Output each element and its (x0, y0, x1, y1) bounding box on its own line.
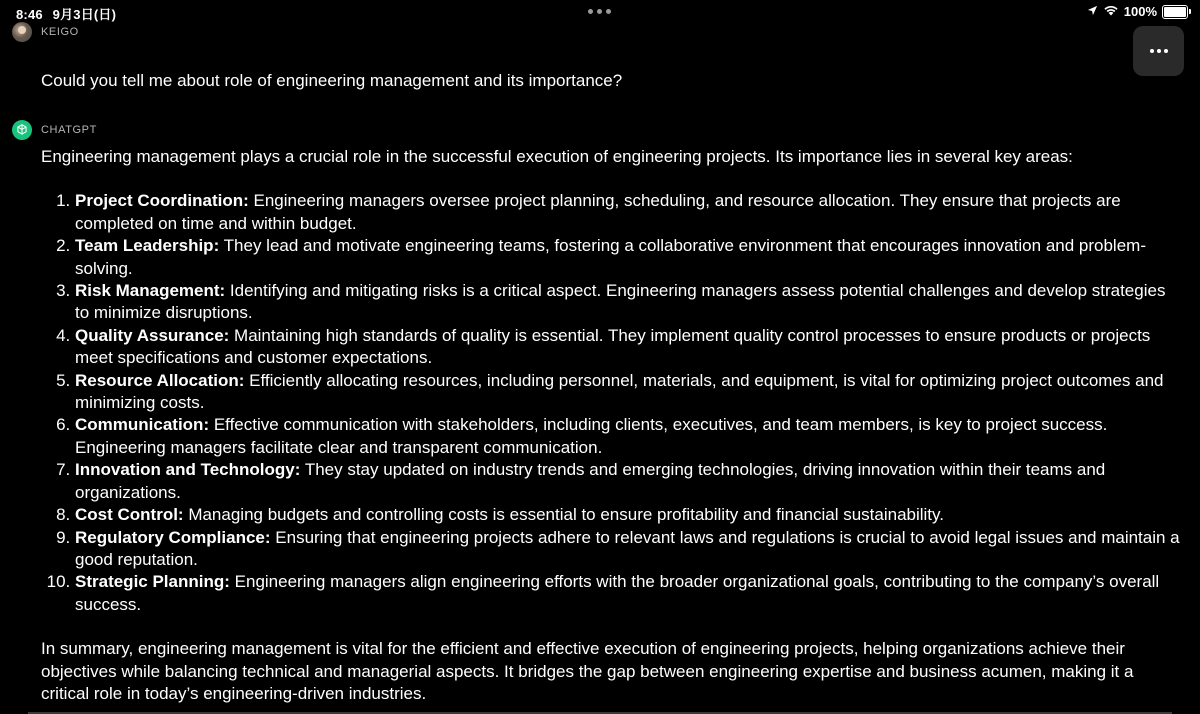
assistant-name: CHATGPT (41, 124, 97, 136)
list-item (75, 235, 1181, 280)
assistant-summary: In summary, engineering management is vital for the efficient and effective execution of engineering projects, helping organizations achieve their objectives while balancing technical and managerial aspects. It bridges the gap between engineering expertise and business acumen, making it a critical role in today’s engineering-driven industries. (41, 639, 1134, 703)
user-message: Could you tell me about role of engineering management and its importance? (41, 71, 623, 90)
location-arrow-icon (1087, 4, 1098, 19)
list-item-title: Risk Management: (75, 281, 226, 301)
list-item-text: Engineering managers oversee project planning, scheduling, and resource allocation. They ensure that projects are completed on time and within budget. (75, 191, 1121, 233)
list-item-text: Engineering managers align engineering efforts with the broader organizational goals, contributing to the company’s overall success. (75, 572, 1160, 614)
status-indicators (1087, 4, 1188, 19)
status-bar (0, 0, 1200, 24)
list-item-text: Maintaining high standards of quality is essential. They implement quality control processes to ensure products or projects meet specifications and customer expectations. (75, 325, 1151, 368)
list-item-text: Efficiently allocating resources, including personnel, materials, and equipment, is vital for optimizing project outcomes and minimizing costs. (75, 370, 1164, 413)
user-name: KEIGO (41, 26, 79, 38)
user-author-row (12, 22, 79, 42)
list-item (75, 280, 1181, 325)
list-item (75, 414, 1181, 459)
list-item (75, 370, 1181, 415)
more-horizontal-icon (1150, 49, 1154, 53)
multitasking-dots-icon[interactable] (588, 9, 611, 14)
openai-logo-icon (12, 120, 32, 140)
assistant-message (41, 146, 1181, 705)
status-time (16, 4, 116, 23)
status-date: 9月3日(日) (52, 7, 117, 22)
list-item-title: Resource Allocation: (75, 370, 245, 390)
list-item (75, 325, 1181, 370)
list-item-title: Regulatory Compliance: (75, 527, 271, 547)
list-item-title: Cost Control: (75, 505, 184, 525)
list-item-title: Project Coordination: (75, 191, 249, 211)
list-item (75, 504, 1181, 526)
battery-fill (1164, 7, 1186, 17)
list-item-title: Quality Assurance: (75, 325, 230, 345)
list-item-title: Innovation and Technology: (75, 460, 301, 480)
list-item (75, 527, 1181, 572)
user-avatar (12, 22, 32, 42)
list-item-title: Communication: (75, 415, 210, 435)
key-areas-list (41, 190, 1181, 616)
list-item-text: Identifying and mitigating risks is a critical aspect. Engineering managers assess potential challenges and develop strategies to minimize disruptions. (75, 281, 1166, 323)
list-item-text: Effective communication with stakeholders, including clients, executives, and team members, is key to project success. Engineering managers facilitate clear and transparent communication. (75, 415, 1108, 457)
assistant-author-row (12, 120, 97, 140)
list-item (75, 190, 1181, 235)
more-options-button[interactable] (1133, 26, 1184, 76)
list-item-title: Strategic Planning: (75, 572, 230, 592)
wifi-icon (1103, 4, 1119, 19)
list-item (75, 459, 1181, 504)
assistant-intro: Engineering management plays a crucial role in the successful execution of engineering projects. Its importance lies in several key areas: (41, 147, 1073, 166)
list-item-text: Ensuring that engineering projects adhere to relevant laws and regulations is crucial to avoid legal issues and maintain a good reputation. (75, 527, 1180, 569)
list-item-title: Team Leadership: (75, 236, 220, 256)
list-item-text: They lead and motivate engineering teams, fostering a collaborative environment that encourages innovation and problem-solving. (75, 236, 1146, 278)
list-item (75, 571, 1181, 616)
status-clock: 8:46 (16, 7, 43, 22)
battery-percent: 100% (1123, 4, 1157, 19)
list-item-text: They stay updated on industry trends and emerging technologies, driving innovation within their teams and organizations. (75, 460, 1106, 502)
list-item-text: Managing budgets and controlling costs is essential to ensure profitability and financial sustainability. (183, 505, 944, 525)
battery-icon (1162, 5, 1188, 19)
